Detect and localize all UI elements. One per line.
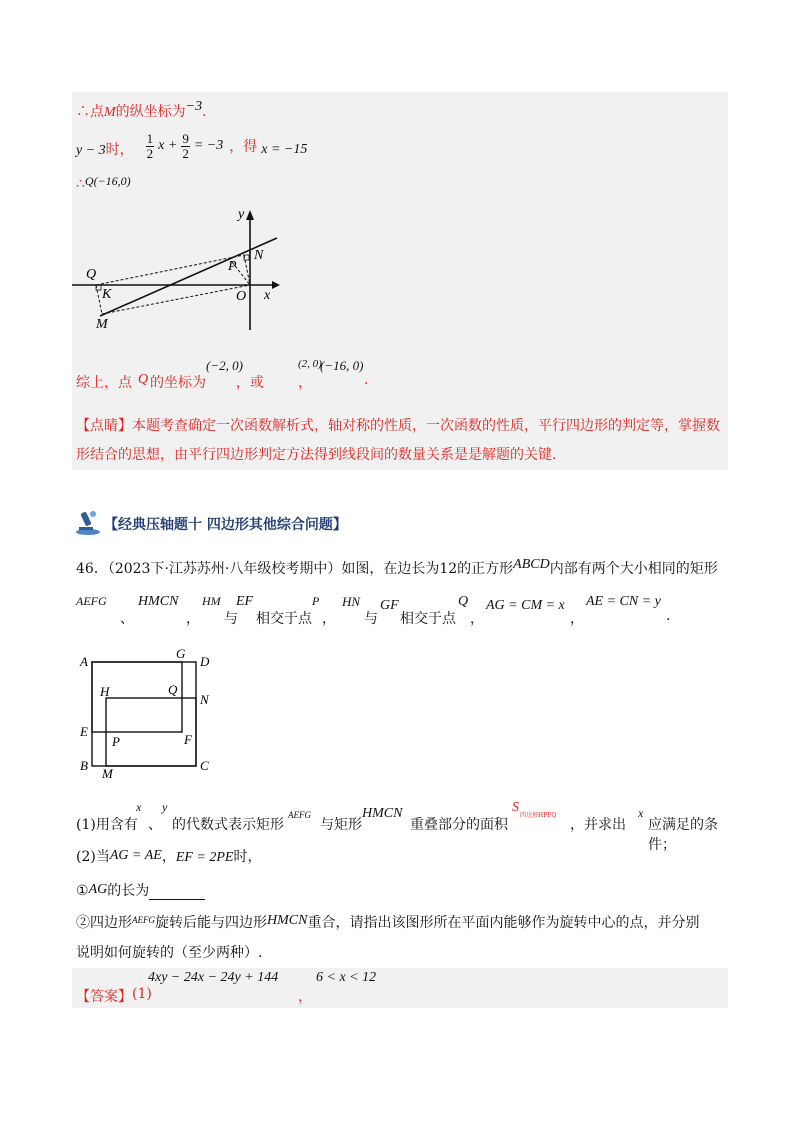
rect-hmcn: HMCN xyxy=(362,806,403,821)
text-when: 时， xyxy=(105,142,134,158)
summary-mid: 的坐标为 xyxy=(150,375,206,391)
fraction-one-half xyxy=(146,132,155,161)
summary-period: . xyxy=(364,372,369,388)
label-b: B xyxy=(80,758,88,773)
eq-ae-cn-y: AE = CN = y xyxy=(586,594,661,609)
square-abcd: ABCD xyxy=(513,557,550,572)
label-c: C xyxy=(200,758,209,773)
label-e: E xyxy=(80,724,88,739)
sep: ， xyxy=(570,611,584,627)
q1-prefix: (1)用含有 xyxy=(76,817,138,833)
label-d: D xyxy=(200,654,210,669)
label-f: F xyxy=(184,732,192,747)
comment-line-2 xyxy=(76,444,556,464)
sep: ， xyxy=(470,611,484,627)
area-s-sub: 四边形HPFQ xyxy=(520,812,557,819)
seg-hm: HM xyxy=(202,594,221,608)
seg-ef: EF xyxy=(236,594,254,609)
label-k: K xyxy=(102,287,112,302)
point-minus2-0: (−2, 0) xyxy=(206,358,243,373)
answer-condition: 6 < x < 12 xyxy=(316,970,377,985)
answer-num: (1) xyxy=(132,986,152,1002)
summary-line xyxy=(76,358,716,391)
point-q: Q(−16,0) xyxy=(84,174,131,188)
answer-sep: ， xyxy=(298,989,312,1005)
seg-hn: HN xyxy=(342,594,361,609)
q1-text: 的代数式表示矩形 xyxy=(172,817,284,833)
meet-at: 相交于点 xyxy=(256,611,312,627)
value-minus3: −3 xyxy=(185,99,203,114)
q2-2-text-3: 说明如何旋转的（至少两种）. xyxy=(76,945,263,961)
dashed-q-n xyxy=(96,255,244,285)
x-axis-arrow xyxy=(272,281,280,289)
q2-when: 时， xyxy=(233,849,262,865)
answer-tag: 【答案】 xyxy=(76,989,132,1005)
point-p: P xyxy=(312,594,320,608)
eq-ag-ae: AG = AE xyxy=(109,848,162,863)
eq-ag-cm-x: AG = CM = x xyxy=(486,598,565,613)
sep: ， xyxy=(186,611,200,627)
q1-condition: 应满足的条件； xyxy=(648,817,718,853)
microscope-icon xyxy=(74,508,102,536)
coordinate-graph xyxy=(72,200,292,340)
comment-text-2: 形结合的思想，由平行四边形判定方法得到线段间的数量关系是是解题的关键. xyxy=(76,447,557,463)
label-a: A xyxy=(80,654,88,669)
dashed-m-o xyxy=(102,285,250,314)
label-p: P xyxy=(112,734,120,749)
label-n: N xyxy=(254,248,264,263)
cond-y-minus3: y − 3 xyxy=(76,143,106,158)
label-m: M xyxy=(102,766,113,781)
answer-blank[interactable] xyxy=(149,885,205,900)
area-s: S xyxy=(512,800,519,815)
comment-text-1: 本题考查确定一次函数解析式，轴对称的性质，一次函数的性质，平行四边形的判定等，掌握数 xyxy=(132,418,720,434)
rect-aefg: AEFG xyxy=(132,915,155,925)
with: 与 xyxy=(364,611,378,627)
rect-aefg: AEFG xyxy=(288,810,311,820)
var-x: x xyxy=(136,800,142,814)
label-n: N xyxy=(200,692,209,707)
text-eq-minus3: = −3 xyxy=(193,138,224,153)
q2-1-text: 的长为 xyxy=(107,883,150,899)
answer-line xyxy=(76,968,716,1008)
label-x: x xyxy=(264,288,271,303)
label-m: M xyxy=(96,317,108,332)
period: . xyxy=(202,104,207,120)
frac-den: 2 xyxy=(146,145,154,161)
y-axis-arrow xyxy=(246,210,254,220)
label-o: O xyxy=(236,289,247,304)
frac-den: 2 xyxy=(182,145,189,161)
answer-expression: 4xy − 24x − 24y + 144 xyxy=(148,970,279,985)
q1-find: ，并求出 xyxy=(570,817,626,833)
var-m: M xyxy=(104,105,116,120)
label-q: Q xyxy=(86,267,97,282)
point-q: Q xyxy=(458,594,469,609)
text-get: ，得 xyxy=(229,139,258,155)
q2-2-prefix: ②四边形 xyxy=(76,915,132,931)
problem-intro-end: 内部有两个大小相同的矩形 xyxy=(549,561,718,577)
with: 与 xyxy=(224,611,238,627)
solution-line-2 xyxy=(76,128,307,164)
summary-or: ，或 xyxy=(236,375,264,391)
summary-prefix: 综上，点 xyxy=(76,375,132,391)
rect-aefg: AEFG xyxy=(76,594,107,608)
q2-2-text: 旋转后能与四边形 xyxy=(155,915,267,931)
q2-prefix: (2)当 xyxy=(76,849,110,865)
meet-at: 相交于点 xyxy=(400,611,456,627)
seg-gf: GF xyxy=(380,598,399,613)
eq-ef-2pe: EF = 2PE xyxy=(175,850,234,865)
problem-line-2 xyxy=(76,594,726,626)
sep: 、 xyxy=(120,611,134,627)
var-x: x xyxy=(638,806,644,820)
label-h: H xyxy=(100,684,110,699)
therefore-text: ∴点 xyxy=(76,104,104,120)
summary-comma: ， xyxy=(298,375,312,391)
frac-num: 1 xyxy=(146,130,154,146)
problem-intro: 46．（2023下·江苏苏州·八年级校考期中）如图，在边长为12的正方形 xyxy=(76,561,514,577)
square-abcd-shape xyxy=(92,662,196,766)
frac-num: 9 xyxy=(182,130,189,146)
label-p: P xyxy=(228,259,237,274)
text-ordinate: 的纵坐标为 xyxy=(115,104,186,120)
period: . xyxy=(666,608,671,624)
problem-line-1 xyxy=(76,558,718,578)
point-2-0: (2, 0) xyxy=(298,358,322,370)
point-minus16-0: (−16, 0) xyxy=(320,358,364,373)
question-2 xyxy=(76,846,261,866)
question-2-2-cont xyxy=(76,942,262,962)
solution-line-3 xyxy=(76,176,131,192)
rect-hmcn: HMCN xyxy=(138,594,179,609)
label-g: G xyxy=(176,646,186,661)
solution-line-1 xyxy=(76,101,207,121)
question-2-1 xyxy=(76,880,205,900)
question-1 xyxy=(76,800,726,853)
label-q: Q xyxy=(168,682,178,697)
label-y: y xyxy=(238,207,245,222)
sep: ， xyxy=(322,611,336,627)
comment-line-1 xyxy=(76,415,720,435)
q1-with: 与矩形 xyxy=(320,817,362,833)
var-y: y xyxy=(162,800,168,814)
sep: 、 xyxy=(148,817,162,833)
rect-hmcn: HMCN xyxy=(267,913,308,928)
result-x: x = −15 xyxy=(261,142,308,157)
comment-tag: 【点睛】 xyxy=(76,418,132,434)
circled-1: ① xyxy=(76,883,89,899)
q2-2-text-2: 重合，请指出该图形所在平面内能够作为旋转中心的点，并分别 xyxy=(307,915,700,931)
therefore-symbol: ∴ xyxy=(76,176,85,192)
seg-ag: AG xyxy=(88,882,108,897)
square-figure xyxy=(74,646,224,784)
fraction-nine-half xyxy=(181,132,190,161)
text-x-plus: x + xyxy=(158,138,178,153)
q1-area: 重叠部分的面积 xyxy=(410,817,508,833)
summary-var-q: Q xyxy=(138,372,149,387)
sep: ， xyxy=(161,849,176,865)
question-2-2 xyxy=(76,912,699,932)
section-title: 【经典压轴题十 四边形其他综合问题】 xyxy=(104,517,347,533)
